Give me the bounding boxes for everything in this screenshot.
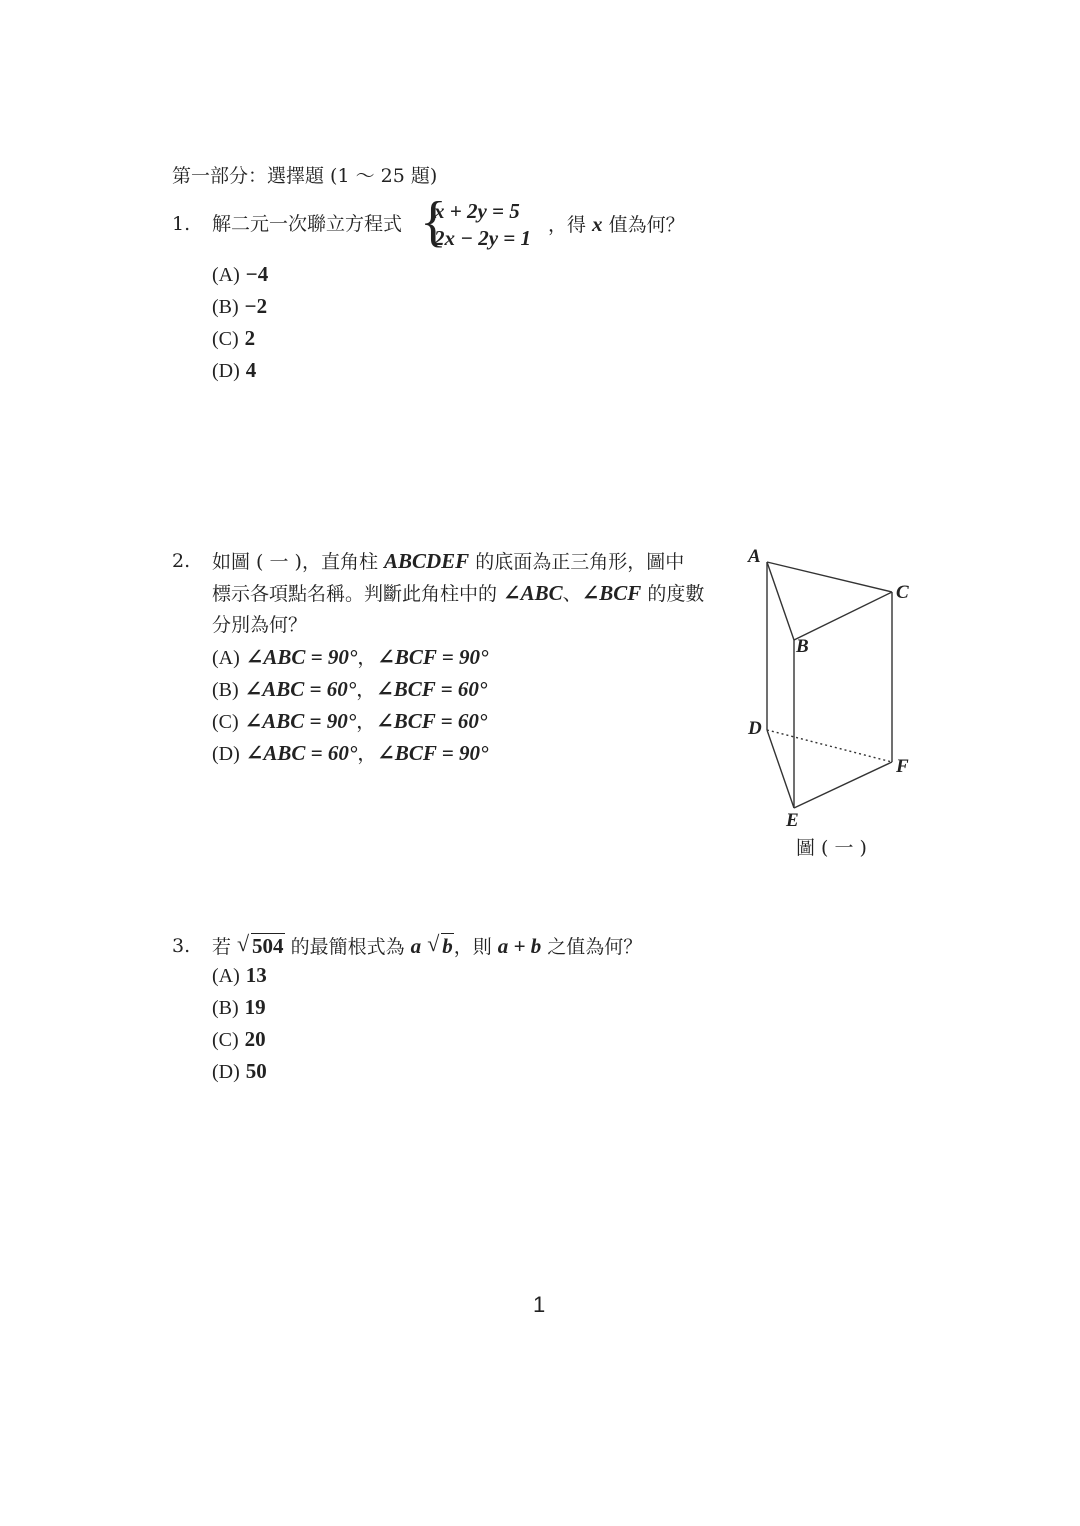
stem-text: 若: [212, 936, 238, 958]
option-value: 19: [244, 995, 266, 1019]
stem-text: ，得: [548, 214, 593, 236]
option-value: −4: [245, 262, 269, 286]
variable-a: a: [410, 934, 422, 958]
radical-sign: √: [427, 931, 440, 956]
option-angle-2: ∠BCF = 60°: [376, 677, 488, 701]
stem-text: 值為何？: [602, 214, 685, 236]
option-angle-2: ∠BCF = 90°: [377, 645, 489, 669]
angle-bcf: ∠BCF: [581, 581, 642, 605]
edge-de: [767, 730, 794, 808]
vertex-label-e: E: [786, 810, 799, 831]
equation-1-text: x + 2y = 5: [434, 199, 520, 223]
edge-ac: [767, 562, 892, 592]
option-label: (C): [212, 328, 239, 350]
option-d[interactable]: [212, 1059, 267, 1084]
stem-text: 、: [562, 583, 582, 605]
option-angle-1: ∠ABC = 60°: [244, 677, 357, 701]
option-angle-1: ∠ABC = 90°: [245, 645, 358, 669]
vertex-label-a: A: [748, 546, 761, 567]
vertex-label-b: B: [796, 636, 809, 657]
option-label: (B): [212, 997, 239, 1019]
question-stem-line-3: 分別為何？: [212, 614, 308, 636]
option-label: (B): [212, 679, 239, 701]
radicand: b: [442, 934, 453, 958]
question-number: 3.: [172, 935, 191, 957]
option-angle-1: ∠ABC = 60°: [245, 741, 358, 765]
stem-text: 之值為何？: [541, 936, 643, 958]
edge-ab: [767, 562, 794, 640]
question-number: 1.: [172, 213, 191, 235]
option-angle-2: ∠BCF = 60°: [376, 709, 488, 733]
option-label: (A): [212, 647, 240, 669]
angle-abc: ∠ABC: [503, 581, 563, 605]
option-angle-2: ∠BCF = 90°: [377, 741, 489, 765]
prism-name: ABCDEF: [383, 549, 470, 573]
vertex-label-c: C: [896, 582, 909, 603]
option-label: (A): [212, 264, 240, 286]
stem-text: ，則: [453, 936, 498, 958]
option-value: 13: [245, 963, 267, 987]
page-number: 1: [533, 1292, 546, 1317]
option-label: (A): [212, 965, 240, 987]
question-stem: 解二元一次聯立方程式: [212, 213, 403, 235]
option-value: −2: [244, 294, 268, 318]
question-stem: [212, 931, 643, 959]
stem-text: 如圖 ( 一 )，直角柱: [212, 551, 384, 573]
stem-text: 的最簡根式為: [284, 936, 411, 958]
stem-text: 的度數: [641, 583, 705, 605]
radical-sign: √: [237, 931, 250, 956]
figure-caption: 圖 ( 一 ): [796, 837, 867, 859]
hidden-edge-df: [767, 730, 892, 762]
sqrt-b: [427, 931, 454, 958]
option-separator: ，: [356, 679, 377, 701]
sqrt-504: [237, 931, 285, 958]
option-a[interactable]: [212, 963, 267, 988]
option-separator: ，: [356, 711, 377, 733]
option-label: (C): [212, 1029, 239, 1051]
system-brace: {: [420, 191, 447, 253]
radicand: 504: [252, 934, 284, 958]
question-number: 2.: [172, 550, 191, 572]
option-label: (D): [212, 1061, 240, 1083]
option-label: (D): [212, 360, 240, 382]
option-label: (B): [212, 296, 239, 318]
stem-text: 的底面為正三角形，圖中: [469, 551, 685, 573]
vertex-label-d: D: [748, 718, 762, 739]
vertex-label-f: F: [896, 756, 909, 777]
edge-ef: [794, 762, 892, 808]
stem-text: 標示各項點名稱。判斷此角柱中的: [212, 583, 504, 605]
option-label: (C): [212, 711, 239, 733]
option-value: 2: [244, 326, 256, 350]
option-value: 50: [245, 1059, 267, 1083]
option-separator: ，: [357, 743, 378, 765]
edge-bc: [794, 592, 892, 640]
stem-variable: x: [592, 212, 603, 236]
option-value: 20: [244, 1027, 266, 1051]
option-label: (D): [212, 743, 240, 765]
option-value: 4: [245, 358, 257, 382]
option-angle-1: ∠ABC = 90°: [244, 709, 357, 733]
option-b[interactable]: [212, 995, 266, 1020]
equation-2-text: 2x − 2y = 1: [434, 226, 532, 250]
option-c[interactable]: [212, 1027, 266, 1052]
option-separator: ，: [357, 647, 378, 669]
expression: a + b: [497, 934, 542, 958]
section-header: 第一部分：選擇題 (1 ～ 25 題): [172, 165, 438, 187]
